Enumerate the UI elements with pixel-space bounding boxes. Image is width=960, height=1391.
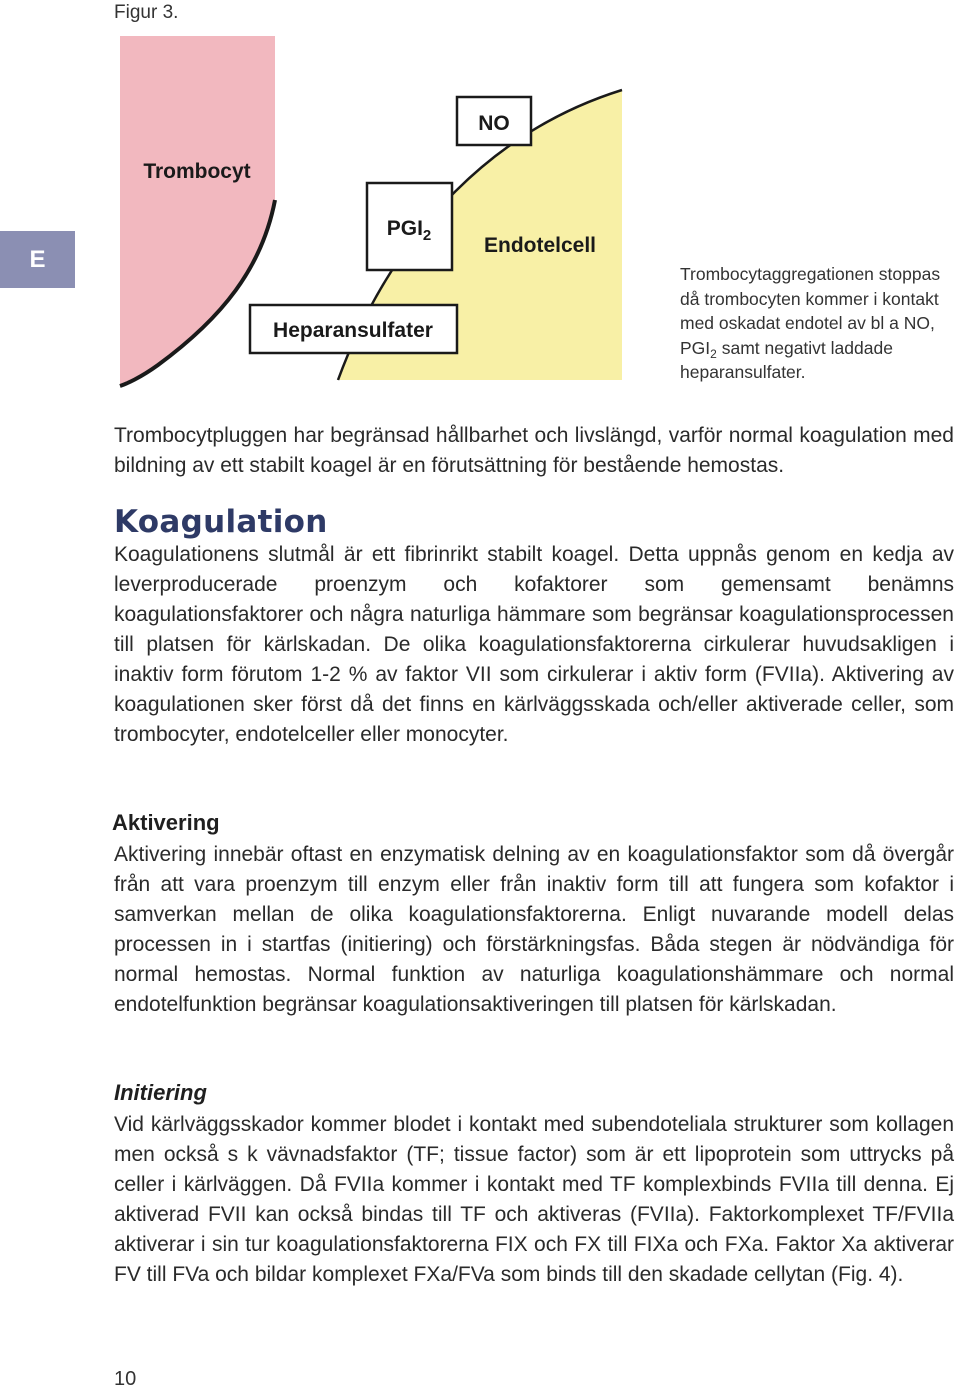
section-heading-initiering: Initiering [114,1080,207,1105]
heparansulfater-label: Heparansulfater [273,319,433,342]
pgi-label-sub: 2 [422,227,432,244]
section-tab-label: E [29,245,46,273]
intro-paragraph: Trombocytpluggen har begränsad hållbarhet och livslängd, varför normal koagulation med bildning av ett stabilt koagel är en förutsättning för bestående hemostas. [114,424,954,477]
pgi-label-main: PGI [386,217,423,240]
section-text-koagulation: Koagulationens slutmål är ett fibrinrikt stabilt koagel. Detta uppnås genom en kedja av leverproducerade proenzym och kofaktorer som gemensamt benämns koagulationsfaktorer och några naturliga hämmare som begränsar koagulationsprocessen till platsen för kärlskadan. De olika koagulationsfaktorerna cirkulerar huvudsakligen i inaktiv form förutom 1-2 % av faktor VII som cirkulerar i aktiv form (FVIIa). Aktivering av koagulationen sker först då det finns en kärlväggsskada och/eller aktiverade celler, som trombocyter, endotelceller eller monocyter. [114,543,954,746]
figure-description [680,262,955,385]
trombocyt-label: Trombocyt [143,160,251,183]
section-text-initiering: Vid kärlväggsskador kommer blodet i kontakt med subendoteliala strukturer som kollagen men också s k vävnadsfaktor (TF; tissue factor) som är ett lipoprotein som uttrycks på celler i kärlväggen. Då FVIIa kommer i kontakt med TF komplexbinds FVIIa till denna. Ej aktiverad FVII kan också bindas till TF och aktiveras (FVIIa). Faktorkomplexet TF/FVIIa aktiverar i sin tur koagulationsfaktorerna FIX och FX till FIXa och FXa. Faktor Xa aktiverar FV till FVa och bildar komplexet FXa/FVa som binds till den skadade cellytan (Fig. 4). [114,1113,954,1286]
figure-description-sub: 2 [710,346,717,361]
section-text-aktivering: Aktivering innebär oftast en enzymatisk delning av en koagulationsfaktor som då övergår från att vara proenzym till enzym eller från inaktiv form till att fungera som kofaktor i samverkan mellan de olika koagulationsfaktorerna. Enligt nuvarande modell delas processen in i startfas (initiering) och förstärkningsfas. Båda stegen är nödvändiga för normal hemostas. Normal funktion av naturliga koagulationshämmare och normal endotelfunktion begränsar koagulationsaktiveringen till platsen för kärlskadan. [114,843,954,1016]
figure-caption-label: Figur 3. [114,2,179,23]
endotelcell-label: Endotelcell [483,234,597,257]
figure-description-text-b: samt negativt laddade heparansulfater. [680,337,893,382]
section-heading-koagulation: Koagulation [114,504,328,540]
figure-description-text-a: Trombocytaggregationen stoppas då trombocyten kommer i kontakt med oskadat endotel av bl a NO, PGI [680,264,941,358]
page-number: 10 [114,1368,137,1390]
no-label: NO [478,112,510,135]
section-heading-aktivering: Aktivering [112,810,220,835]
